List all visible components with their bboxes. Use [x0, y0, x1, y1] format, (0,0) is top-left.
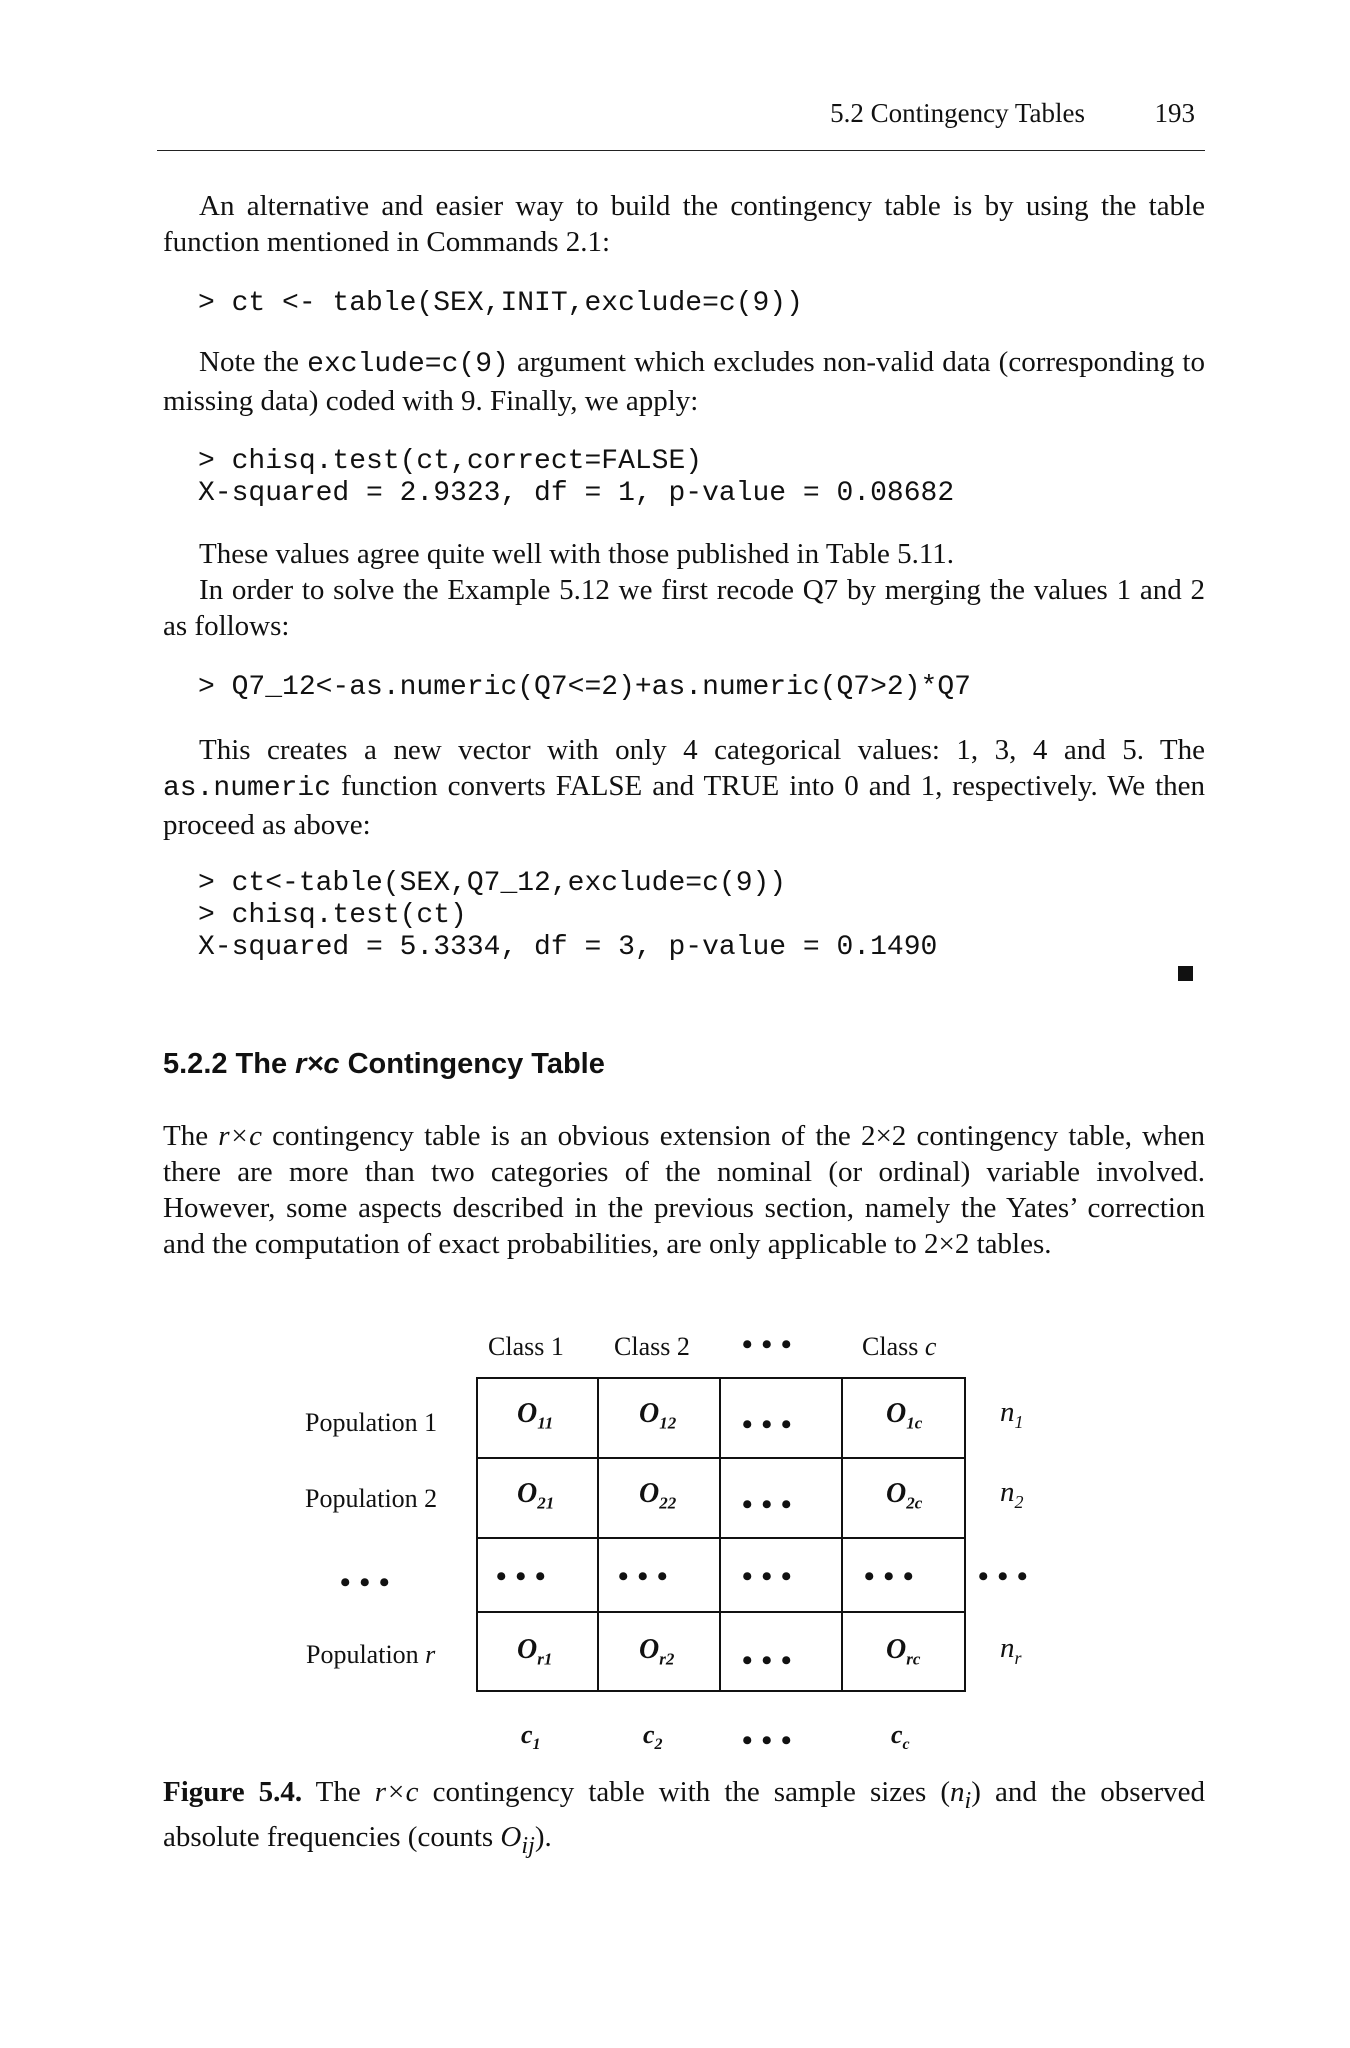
text-run: 1 — [1014, 1411, 1024, 1432]
text-run: n — [950, 1776, 965, 1808]
text-run: Class — [862, 1332, 925, 1361]
caption-label: Figure 5.4. — [163, 1776, 303, 1808]
population-label-1: Population 1 — [305, 1408, 438, 1437]
heading-text: Contingency Table — [339, 1048, 605, 1080]
text-run: O — [517, 1398, 538, 1429]
paragraph-rxc-intro — [163, 1118, 1205, 1262]
code-block-recode — [198, 672, 971, 704]
population-label-r — [306, 1640, 435, 1670]
text-run: ). — [534, 1820, 552, 1853]
code-line: X-squared = 2.9323, df = 1, p-value = 0.08682 — [198, 478, 955, 509]
header-ellipsis: ••• — [742, 1328, 801, 1361]
text-rxc: r×c — [374, 1776, 419, 1808]
code-line: X-squared = 5.3334, df = 3, p-value = 0.1490 — [198, 932, 938, 963]
text-run: O — [639, 1634, 660, 1665]
code-block-chisq-test — [198, 446, 954, 510]
text-run: n — [1000, 1476, 1015, 1508]
text-run: c — [902, 1736, 910, 1754]
text-run: contingency table is an obvious extension of the 2×2 contingency table, when there are more than two categories of the nominal (or ordinal) variable involved. However, some aspects described in the previous section, namely the Yates’ correction and the computation of exact probabilities, are only applicable to 2×2 tables. — [163, 1120, 1205, 1260]
paragraph-agreement: These values agree quite well with those published in Table 5.11. — [199, 538, 955, 570]
text-run: 22 — [659, 1493, 677, 1513]
end-of-example-square — [1178, 966, 1193, 981]
text-run: 1 — [532, 1736, 541, 1754]
text-run: 11 — [537, 1413, 554, 1433]
text-run: n — [1000, 1632, 1015, 1664]
cell-o1c — [886, 1398, 922, 1434]
row-total-nr — [1000, 1632, 1022, 1669]
text-run: O — [500, 1820, 522, 1853]
figure-caption — [163, 1774, 1205, 1864]
text-run: c — [891, 1720, 903, 1749]
cell-orc — [886, 1634, 920, 1670]
text-run: c — [643, 1720, 655, 1749]
text-run: The — [302, 1776, 375, 1808]
text-run: O — [517, 1634, 538, 1665]
cell-o12 — [639, 1398, 676, 1434]
code-line: > Q7_12<-as.numeric(Q7<=2)+as.numeric(Q7>2)*Q7 — [198, 672, 971, 703]
paragraph-table-function: An alternative and easier way to build the contingency table is by using the table function mentioned in Commands 2.1: — [163, 190, 1205, 258]
code-line: > ct<-table(SEX,Q7_12,exclude=c(9)) — [198, 868, 787, 899]
cell-ellipsis: ••• — [742, 1644, 801, 1677]
text-run: r — [425, 1640, 436, 1669]
row-total-n2 — [1000, 1476, 1024, 1513]
row-total-ellipsis: ••• — [978, 1560, 1037, 1593]
text-run: O — [517, 1478, 538, 1509]
text-run: 2 — [1014, 1491, 1024, 1512]
cell-ellipsis: ••• — [742, 1408, 801, 1441]
cell-ellipsis: ••• — [742, 1488, 801, 1521]
population-label-2: Population 2 — [305, 1484, 438, 1513]
text-run: 2 — [654, 1736, 663, 1754]
col-total-ellipsis: ••• — [742, 1724, 801, 1757]
cell-ellipsis: ••• — [496, 1560, 555, 1593]
class-header-2: Class 2 — [614, 1332, 690, 1361]
text-run: ) and the observed absolute frequencies (counts — [163, 1776, 1205, 1853]
text-run: r1 — [537, 1649, 553, 1669]
text-run: O — [639, 1478, 660, 1509]
code-block-table — [198, 288, 803, 320]
text-run: r — [1014, 1647, 1022, 1668]
text-rxc: r×c — [218, 1120, 262, 1152]
class-header-c — [862, 1332, 936, 1362]
code-line: > chisq.test(ct) — [198, 900, 467, 931]
cell-ellipsis: ••• — [618, 1560, 677, 1593]
paragraph-exclude-note — [163, 344, 1205, 419]
col-total-cc — [891, 1720, 910, 1754]
text-run: function converts FALSE and TRUE into 0 and 1, respectively. We then proceed as above: — [163, 770, 1205, 841]
code-line: > ct <- table(SEX,INIT,exclude=c(9)) — [198, 288, 803, 319]
heading-rxc: r×c — [295, 1048, 340, 1080]
text-run: i — [964, 1786, 972, 1814]
text-run: n — [1000, 1396, 1015, 1428]
text-run: This creates a new vector with only 4 categorical values: 1, 3, 4 and 5. The — [199, 734, 1205, 766]
text-run: contingency table with the sample sizes ( — [418, 1776, 951, 1808]
text-run: O — [886, 1398, 907, 1429]
col-total-c2 — [643, 1720, 663, 1754]
cell-or2 — [639, 1634, 674, 1670]
code-line: > chisq.test(ct,correct=FALSE) — [198, 446, 703, 477]
text-run: c — [521, 1720, 533, 1749]
cell-ellipsis: ••• — [864, 1560, 923, 1593]
inline-code: exclude=c(9) — [307, 349, 509, 380]
paragraph-recode: In order to solve the Example 5.12 we first recode Q7 by merging the values 1 and 2 as follows: — [163, 574, 1205, 642]
text-run: O — [639, 1398, 660, 1429]
cell-o22 — [639, 1478, 676, 1514]
text-run: argument which excludes non-valid data (corresponding to missing data) coded with 9. Finally, we apply: — [163, 346, 1205, 417]
running-header — [157, 98, 1205, 151]
col-total-c1 — [521, 1720, 541, 1754]
heading-text: 5.2.2 The — [163, 1048, 296, 1080]
paragraph-categorical-values — [163, 732, 1205, 843]
text-run: O — [886, 1634, 907, 1665]
cell-o11 — [517, 1398, 553, 1434]
text-run: r2 — [659, 1649, 675, 1669]
class-header-1: Class 1 — [488, 1332, 564, 1361]
section-heading — [163, 1048, 605, 1081]
cell-or1 — [517, 1634, 552, 1670]
text-run: rc — [906, 1649, 921, 1669]
page-number: 193 — [1154, 98, 1195, 128]
text-run: 1c — [906, 1413, 923, 1433]
cell-o2c — [886, 1478, 922, 1514]
cell-ellipsis: ••• — [742, 1560, 801, 1593]
code-block-chisq-q7 — [198, 868, 937, 964]
grid-border — [477, 1378, 965, 1691]
text-run: Population — [306, 1640, 426, 1669]
row-label-ellipsis: ••• — [340, 1566, 399, 1599]
text-run: The — [163, 1120, 219, 1152]
header-section-title: 5.2 Contingency Tables — [830, 98, 1085, 128]
text-run: c — [924, 1332, 937, 1361]
text-run: 21 — [537, 1493, 555, 1513]
cell-o21 — [517, 1478, 554, 1514]
row-total-n1 — [1000, 1396, 1024, 1433]
text-run: ij — [521, 1831, 535, 1859]
text-run: 2c — [906, 1493, 923, 1513]
inline-code: as.numeric — [163, 773, 332, 804]
text-run: O — [886, 1478, 907, 1509]
text-run: Note the — [199, 346, 308, 378]
text-run: 12 — [659, 1413, 677, 1433]
